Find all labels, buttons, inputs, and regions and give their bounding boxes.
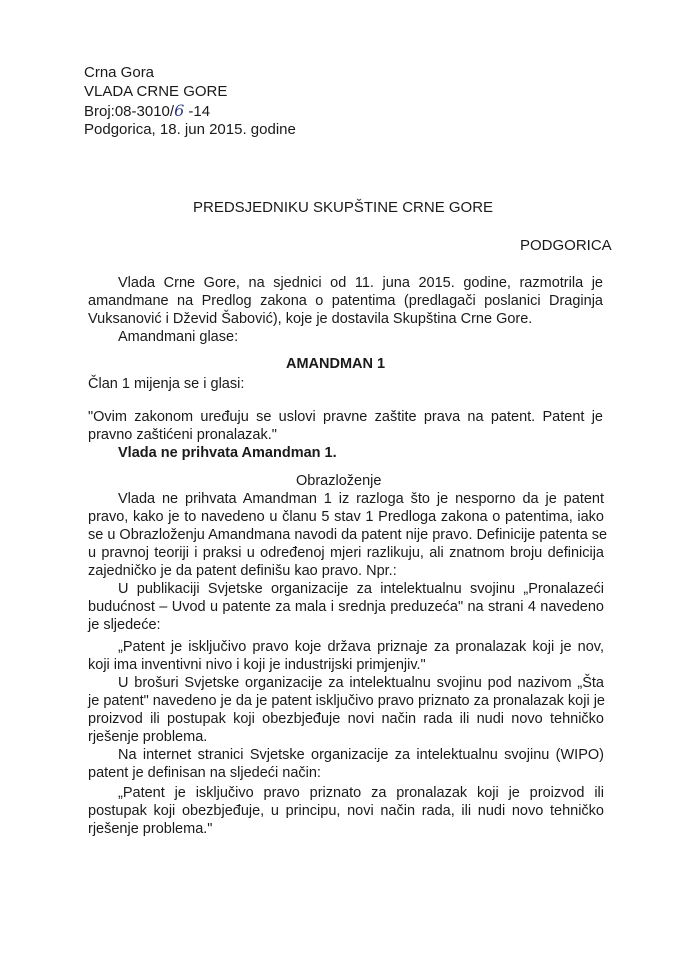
reasoning-p1-line: Vlada ne prihvata Amandman 1 iz razloga što je nesporno da je patent (118, 491, 604, 507)
reasoning-p2-line: je sljedeće: (88, 617, 161, 633)
amendment-quote-line-1: "Ovim zakonom uređuju se uslovi pravne zaštite prava na patent. Patent je (88, 409, 603, 425)
reasoning-quote1-line: koji ima inventivni nivo i koji je industrijski primjenjiv." (88, 657, 426, 673)
reference-suffix: -14 (184, 103, 211, 120)
amendment-article: Član 1 mijenja se i glasi: (88, 376, 245, 392)
addressee-city: PODGORICA (520, 237, 612, 254)
reasoning-quote1-line: „Patent je isključivo pravo koje država priznaje za pronalazak koji je nov, (118, 639, 604, 655)
reasoning-p2-line: budućnost – Uvod u patente za mala i srednja preduzeća" na strani 4 navedeno (88, 599, 604, 615)
reasoning-heading: Obrazloženje (296, 473, 382, 489)
amendment-quote-line-2: pravno zaštićeni pronalazak." (88, 427, 277, 443)
reasoning-p3-line: U brošuri Svjetske organizacije za intelektualnu svojinu pod nazivom „Šta (118, 675, 604, 691)
addressee-title: PREDSJEDNIKU SKUPŠTINE CRNE GORE (193, 199, 494, 216)
amendment-heading: AMANDMAN 1 (286, 356, 386, 372)
header-government: VLADA CRNE GORE (84, 83, 228, 100)
reasoning-p1-line: pravo, kako je to navedeno u članu 5 stav 1 Predloga zakona o patentima, iako (88, 509, 604, 525)
reasoning-p4-line: patent je definisan na sljedeći način: (88, 765, 321, 781)
reasoning-quote2-line: „Patent je isključivo pravo priznato za pronalazak koji je proizvod ili (118, 785, 604, 801)
reference-handwritten-digit: 6 (174, 101, 185, 120)
reasoning-p2-line: U publikaciji Svjetske organizacije za intelektualnu svojinu „Pronalazeći (118, 581, 604, 597)
reasoning-quote2-line: rješenje problema." (88, 821, 213, 837)
intro-line-2: amandmane na Predlog zakona o patentima (predlagači poslanici Draginja (88, 293, 603, 309)
intro-line-3: Vuksanović i Dževid Šabović), koje je dostavila Skupština Crne Gore. (88, 311, 533, 327)
reasoning-p3-line: rješenje problema. (88, 729, 208, 745)
amendment-decision: Vlada ne prihvata Amandman 1. (118, 445, 337, 461)
reasoning-p3-line: proizvod ili postupak koji obezbjeđuje novi način rada ili nudi novo tehničko (88, 711, 604, 727)
reasoning-p1-line: u pravnoj teoriji i praksi u određenoj mjeri razlikuju, ali znatnom broju definicija (88, 545, 604, 561)
reasoning-p3-line: je patent" navedeno je da je patent isključivo pravo priznato za pronalazak koji je (88, 693, 605, 709)
reference-prefix: Broj:08-3010/ (84, 103, 175, 120)
intro-line-4: Amandmani glase: (118, 329, 239, 345)
reasoning-p1-line: zajedničko je da patent definišu kao pravo. Npr.: (88, 563, 397, 579)
reasoning-p4-line: Na internet stranici Svjetske organizacije za intelektualnu svojinu (WIPO) (118, 747, 604, 763)
header-country: Crna Gora (84, 64, 155, 81)
header-place-date: Podgorica, 18. jun 2015. godine (84, 121, 296, 138)
intro-line-1: Vlada Crne Gore, na sjednici od 11. juna 2015. godine, razmotrila je (118, 275, 603, 291)
header-reference-number (84, 101, 210, 121)
reasoning-quote2-line: postupak koji obezbjeđuje, u principu, novi način rada, ili nudi novo tehničko (88, 803, 604, 819)
reasoning-p1-line: se u Obrazloženju Amandmana navodi da patent nije pravo. Definicije patenta se (88, 527, 608, 543)
